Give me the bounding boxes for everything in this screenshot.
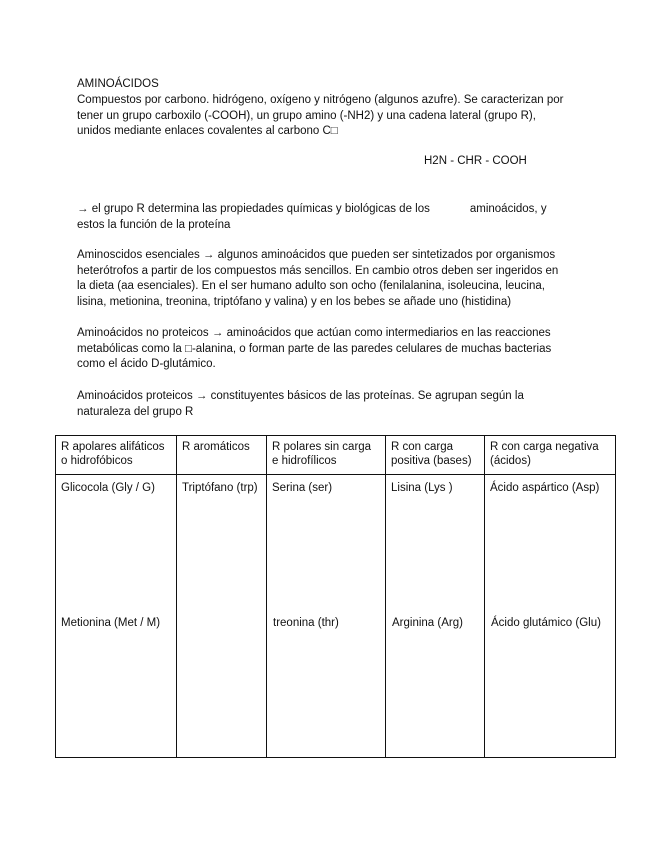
group-r-paragraph <box>77 202 547 233</box>
intro-line: unidos mediante enlaces covalentes al carbono C□ <box>77 125 338 137</box>
protein-paragraph <box>77 389 524 420</box>
amino-acid-table <box>55 435 616 758</box>
essential-paragraph <box>77 248 558 310</box>
essential-line: heterótrofos a partir de los compuestos más sencillos. En cambio otros deben ser ingeridos en <box>77 264 559 277</box>
table-row <box>56 475 616 758</box>
group-r-line <box>77 202 547 218</box>
essential-line: la dieta (aa esenciales). En el ser humano adulto son ocho (fenilalanina, isoleucina, leucina, <box>77 280 545 292</box>
non-protein-paragraph <box>77 326 551 373</box>
header-apolar: R apolares alifáticos o hidrofóbicos <box>56 436 177 475</box>
intro-paragraph <box>77 93 563 140</box>
document-title: AMINOÁCIDOS <box>77 78 159 90</box>
intro-line: tener un grupo carboxilo (-COOH), un grupo amino (-NH2) y una cadena lateral (grupo R), <box>77 109 536 122</box>
header-polar-uncharged: R polares sin carga e hidrofílicos <box>267 436 386 475</box>
protein-line: Aminoácidos proteicos → constituyentes básicos de las proteínas. Se agrupan según la <box>77 390 524 402</box>
non-protein-line: Aminoácidos no proteicos → aminoácidos que actúan como intermediarios en las reacciones <box>77 327 551 339</box>
table-cell-aromatic: Triptófano (trp) <box>177 475 267 758</box>
protein-line: naturaleza del grupo R <box>77 405 194 418</box>
table-cell-apolar: Glicocola (Gly / G) <box>56 475 177 758</box>
table-cell-positive: Lisina (Lys ) <box>386 475 485 758</box>
intro-line: Compuestos por carbono. hidrógeno, oxígeno y nitrógeno (algunos azufre). Se caracterizan por <box>77 94 564 106</box>
essential-line: Aminoscidos esenciales → algunos aminoácidos que pueden ser sintetizados por organismos <box>77 249 556 261</box>
group-r-text-a: → el grupo R determina las propiedades químicas y biológicas de los <box>77 203 430 215</box>
group-r-line: estos la función de la proteína <box>77 218 231 231</box>
table-cell-polar-2: treonina (thr) <box>273 617 339 629</box>
header-positive: R con carga positiva (bases) <box>386 436 485 475</box>
header-aromatic: R aromáticos <box>177 436 267 475</box>
non-protein-line: metabólicas como la □-alanina, o forman parte de las paredes celulares de muchas bacterias <box>77 342 552 355</box>
header-negative: R con carga negativa (ácidos) <box>485 436 616 475</box>
table-header-row <box>56 436 616 475</box>
non-protein-line: como el ácido D-glutámico. <box>77 358 216 370</box>
table-cell-negative-2: Ácido glutámico (Glu) <box>491 617 601 629</box>
table-cell-negative: Ácido aspártico (Asp) <box>485 475 616 758</box>
group-r-text-b: aminoácidos, y <box>469 203 547 215</box>
table-cell-polar: Serina (ser) <box>267 475 386 758</box>
amino-acid-formula: H2N - CHR - COOH <box>424 155 527 167</box>
essential-line: lisina, metionina, treonina, triptófano y valina) y en los bebes se añade uno (histidina) <box>77 295 512 308</box>
table-cell-positive-2: Arginina (Arg) <box>392 617 463 629</box>
table-cell-apolar-2: Metionina (Met / M) <box>61 617 161 629</box>
table-second-values <box>55 617 615 633</box>
